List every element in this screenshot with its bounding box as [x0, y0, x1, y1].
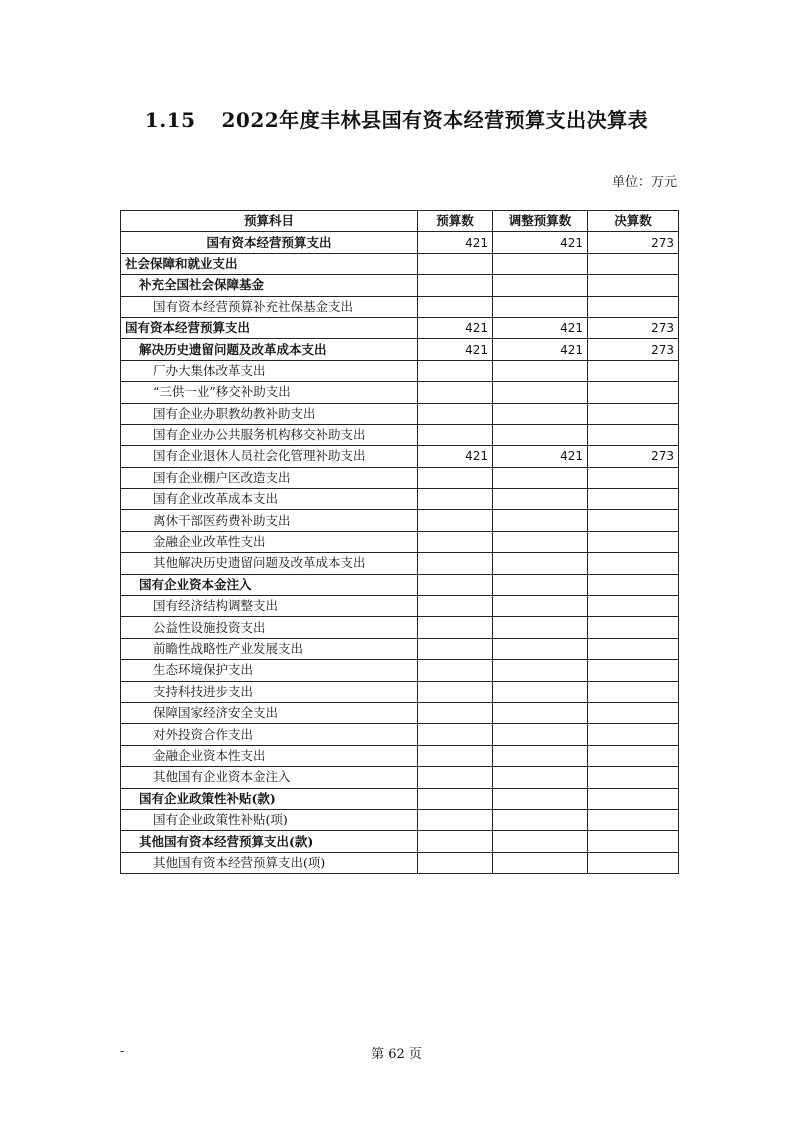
row-adjusted-cell: [493, 275, 588, 296]
row-adjusted-cell: [493, 382, 588, 403]
row-adjusted-cell: [493, 767, 588, 788]
row-subject-cell: 国有企业政策性补贴(款): [121, 788, 418, 809]
row-final-cell: [588, 681, 679, 702]
row-budget-cell: [418, 681, 493, 702]
row-budget-cell: [418, 253, 493, 274]
table-row: [121, 767, 679, 788]
page-number: 第 62 页: [371, 1047, 422, 1062]
page-title: [0, 104, 793, 133]
row-adjusted-cell: [493, 702, 588, 723]
row-final-cell: [588, 660, 679, 681]
row-budget-cell: [418, 745, 493, 766]
table-row: [121, 660, 679, 681]
row-final-cell: [588, 531, 679, 552]
row-budget-cell: [418, 360, 493, 381]
table-row: [121, 489, 679, 510]
row-final-cell: [588, 360, 679, 381]
row-final-cell: [588, 510, 679, 531]
row-final-cell: [588, 702, 679, 723]
table-row: [121, 788, 679, 809]
row-subject-cell: 厂办大集体改革支出: [121, 360, 418, 381]
row-subject-cell: 支持科技进步支出: [121, 681, 418, 702]
row-adjusted-cell: [493, 296, 588, 317]
header-budget: 预算数: [418, 211, 493, 232]
row-final-cell: [588, 638, 679, 659]
table-row: [121, 296, 679, 317]
row-budget-cell: [418, 702, 493, 723]
row-subject-cell: 对外投资合作支出: [121, 724, 418, 745]
table-row: [121, 467, 679, 488]
row-subject-cell: 国有经济结构调整支出: [121, 596, 418, 617]
title-text: 2022年度丰林县国有资本经营预算支出决算表: [221, 108, 649, 132]
row-subject-cell: 国有企业棚户区改造支出: [121, 467, 418, 488]
row-budget-cell: [418, 809, 493, 830]
table-row: [121, 403, 679, 424]
row-budget-cell: [418, 531, 493, 552]
row-final-cell: [588, 253, 679, 274]
table-row: [121, 617, 679, 638]
row-final-cell: [588, 617, 679, 638]
row-adjusted-cell: [493, 724, 588, 745]
row-final-cell: 273: [588, 317, 679, 338]
table-row: [121, 681, 679, 702]
row-final-cell: [588, 275, 679, 296]
row-adjusted-cell: [493, 660, 588, 681]
row-subject-cell: 国有企业政策性补贴(项): [121, 809, 418, 830]
table-row: [121, 638, 679, 659]
row-adjusted-cell: [493, 531, 588, 552]
row-budget-cell: [418, 510, 493, 531]
row-subject-cell: 国有资本经营预算补充社保基金支出: [121, 296, 418, 317]
row-final-cell: [588, 809, 679, 830]
row-final-cell: [588, 788, 679, 809]
row-budget-cell: [418, 831, 493, 852]
row-budget-cell: [418, 767, 493, 788]
row-budget-cell: [418, 617, 493, 638]
row-subject-cell: 金融企业资本性支出: [121, 745, 418, 766]
row-subject-cell: 国有企业办公共服务机构移交补助支出: [121, 424, 418, 445]
row-adjusted-cell: [493, 788, 588, 809]
row-subject-cell: 金融企业改革性支出: [121, 531, 418, 552]
table-row: [121, 510, 679, 531]
row-budget-cell: [418, 574, 493, 595]
table-row: [121, 553, 679, 574]
row-subject-cell: 其他国有企业资本金注入: [121, 767, 418, 788]
row-final-cell: [588, 574, 679, 595]
table-row: [121, 852, 679, 873]
row-final-cell: [588, 852, 679, 873]
row-budget-cell: [418, 467, 493, 488]
row-final-cell: [588, 724, 679, 745]
row-subject-cell: 其他国有资本经营预算支出(项): [121, 852, 418, 873]
row-budget-cell: 421: [418, 232, 493, 253]
budget-table: [120, 210, 679, 874]
row-adjusted-cell: [493, 360, 588, 381]
row-budget-cell: [418, 382, 493, 403]
header-final-account: 决算数: [588, 211, 679, 232]
table-row: [121, 339, 679, 360]
row-subject-cell: 补充全国社会保障基金: [121, 275, 418, 296]
row-final-cell: [588, 424, 679, 445]
row-final-cell: [588, 382, 679, 403]
row-subject-cell: 保障国家经济安全支出: [121, 702, 418, 723]
table-row: [121, 253, 679, 274]
row-budget-cell: [418, 852, 493, 873]
row-final-cell: [588, 745, 679, 766]
row-budget-cell: [418, 660, 493, 681]
header-subject: 预算科目: [121, 211, 418, 232]
row-final-cell: 273: [588, 232, 679, 253]
table-body: [121, 232, 679, 874]
row-final-cell: [588, 489, 679, 510]
row-subject-cell: 解决历史遗留问题及改革成本支出: [121, 339, 418, 360]
row-subject-cell: 公益性设施投资支出: [121, 617, 418, 638]
header-adjusted-budget: 调整预算数: [493, 211, 588, 232]
row-adjusted-cell: [493, 638, 588, 659]
table-row: [121, 232, 679, 253]
row-subject-cell: “三供一业”移交补助支出: [121, 382, 418, 403]
table-row: [121, 724, 679, 745]
title-section-number: 1.15: [144, 108, 196, 132]
row-budget-cell: [418, 296, 493, 317]
row-adjusted-cell: [493, 403, 588, 424]
row-subject-cell: 国有资本经营预算支出: [121, 232, 418, 253]
row-final-cell: [588, 296, 679, 317]
row-final-cell: 273: [588, 446, 679, 467]
row-adjusted-cell: 421: [493, 232, 588, 253]
row-budget-cell: [418, 424, 493, 445]
row-budget-cell: [418, 724, 493, 745]
row-budget-cell: [418, 596, 493, 617]
row-budget-cell: [418, 489, 493, 510]
row-budget-cell: 421: [418, 317, 493, 338]
row-final-cell: 273: [588, 339, 679, 360]
table-row: [121, 317, 679, 338]
row-final-cell: [588, 596, 679, 617]
table-row: [121, 596, 679, 617]
row-adjusted-cell: [493, 553, 588, 574]
row-subject-cell: 国有企业改革成本支出: [121, 489, 418, 510]
table-row: [121, 745, 679, 766]
row-adjusted-cell: 421: [493, 317, 588, 338]
row-adjusted-cell: [493, 831, 588, 852]
table-row: [121, 831, 679, 852]
row-final-cell: [588, 831, 679, 852]
table-row: [121, 382, 679, 403]
table-row: [121, 424, 679, 445]
row-adjusted-cell: [493, 489, 588, 510]
row-budget-cell: [418, 403, 493, 424]
row-budget-cell: 421: [418, 446, 493, 467]
row-adjusted-cell: [493, 745, 588, 766]
table-row: [121, 702, 679, 723]
table-header-row: [121, 211, 679, 232]
row-budget-cell: [418, 788, 493, 809]
row-subject-cell: 其他国有资本经营预算支出(款): [121, 831, 418, 852]
row-adjusted-cell: 421: [493, 339, 588, 360]
row-subject-cell: 社会保障和就业支出: [121, 253, 418, 274]
row-adjusted-cell: [493, 809, 588, 830]
row-adjusted-cell: [493, 852, 588, 873]
row-adjusted-cell: [493, 467, 588, 488]
table-row: [121, 360, 679, 381]
row-adjusted-cell: [493, 596, 588, 617]
row-subject-cell: 国有企业办职教幼教补助支出: [121, 403, 418, 424]
row-final-cell: [588, 403, 679, 424]
row-budget-cell: [418, 553, 493, 574]
row-budget-cell: [418, 638, 493, 659]
row-subject-cell: 前瞻性战略性产业发展支出: [121, 638, 418, 659]
row-adjusted-cell: [493, 424, 588, 445]
row-budget-cell: [418, 275, 493, 296]
row-adjusted-cell: [493, 253, 588, 274]
row-final-cell: [588, 767, 679, 788]
row-subject-cell: 生态环境保护支出: [121, 660, 418, 681]
row-budget-cell: 421: [418, 339, 493, 360]
row-adjusted-cell: [493, 681, 588, 702]
unit-label: 单位：万元: [611, 175, 677, 190]
table-row: [121, 446, 679, 467]
row-adjusted-cell: 421: [493, 446, 588, 467]
row-final-cell: [588, 553, 679, 574]
row-subject-cell: 其他解决历史遗留问题及改革成本支出: [121, 553, 418, 574]
table-row: [121, 275, 679, 296]
footer-dash: -: [120, 1044, 125, 1058]
row-adjusted-cell: [493, 617, 588, 638]
row-final-cell: [588, 467, 679, 488]
table-row: [121, 531, 679, 552]
table-row: [121, 809, 679, 830]
row-subject-cell: 国有企业退休人员社会化管理补助支出: [121, 446, 418, 467]
row-subject-cell: 离休干部医药费补助支出: [121, 510, 418, 531]
table-row: [121, 574, 679, 595]
row-subject-cell: 国有资本经营预算支出: [121, 317, 418, 338]
row-subject-cell: 国有企业资本金注入: [121, 574, 418, 595]
row-adjusted-cell: [493, 510, 588, 531]
row-adjusted-cell: [493, 574, 588, 595]
